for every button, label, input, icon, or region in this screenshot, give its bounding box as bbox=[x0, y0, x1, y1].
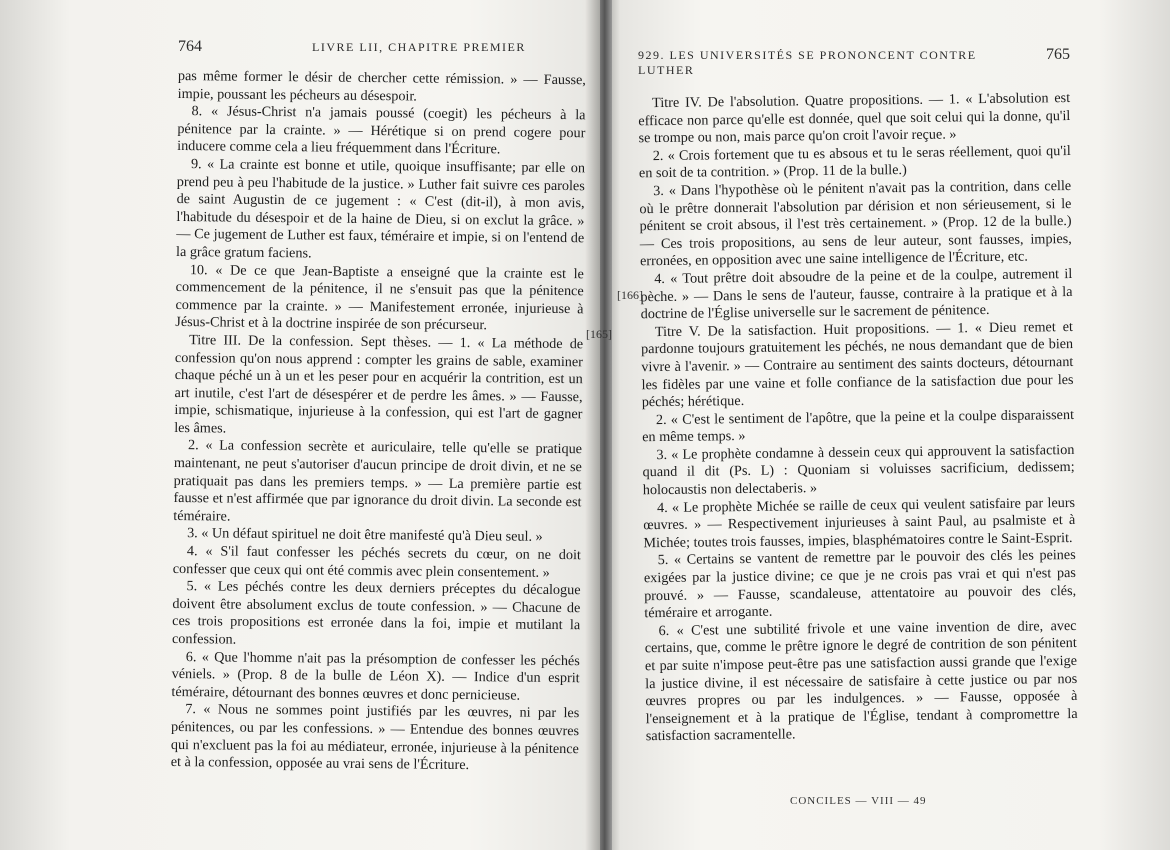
left-folio: 764 bbox=[178, 38, 202, 55]
left-margin-number: [165] bbox=[586, 327, 612, 341]
left-paragraph: 10. « De ce que Jean-Baptiste a enseigné que la crainte est le commencement de la pénitence, il ne s'ensuit pas que la pénitence commence par la crainte. » — Manifestement erronée, injurieuse à Jésus-Christ et à la doctrine inspirée de son précurseur. bbox=[175, 261, 584, 334]
left-paragraph: pas même former le désir de chercher cette rémission. » — Fausse, impie, poussant les pécheurs au désespoir. bbox=[177, 68, 586, 105]
right-folio: 765 bbox=[1046, 46, 1070, 63]
left-running-head bbox=[178, 38, 586, 56]
left-body-text bbox=[171, 68, 586, 776]
right-margin-number: [166] bbox=[617, 288, 643, 302]
left-paragraph: 3. « Un défaut spirituel ne doit être manifesté qu'à Dieu seul. » bbox=[187, 525, 543, 546]
right-paragraph: 2. « C'est le sentiment de l'apôtre, que la peine et la coulpe disparaissent en même temps. » bbox=[642, 406, 1075, 446]
right-page bbox=[610, 0, 1170, 850]
right-paragraph: 4. « Tout prêtre doit absoudre de la peine et de la coulpe, autrement il pèche. » — Dans le sens de l'auteur, fausse, contraire à la pratique et à la doctrine de l'Église universelle sur le sacrement de pénitence. bbox=[640, 265, 1073, 323]
left-running-title: LIVRE LII, CHAPITRE PREMIER bbox=[312, 40, 526, 54]
right-paragraph: 6. « C'est une subtilité frivole et une vaine invention de dire, avec certains, que, comme le prêtre ignore le degré de contrition de son pénitent et par suite n'impose peut-être pas une satisfaction aussi grande que l'exige la justice divine, il est nécessaire de satisfaire à cette justice ou par nos œuvres propres ou par les indulgences. » — Fausse, opposée à l'enseignement et à la pratique de l'Église, tendant à compromettre la satisfaction sacramentelle. bbox=[644, 617, 1078, 745]
left-paragraph: 9. « La crainte est bonne et utile, quoique insuffisante; par elle on prend peu à peu l'habitude de la justice. » Luther fait suivre ces paroles de saint Augustin de ce jugement : « C'est (dit-il), à mon avis, l'habitude du désespoir et de la haine de Dieu, si on exclut la grâce. » — Ce jugement de Luther est faux, téméraire et impie, si on l'entend de la grâce gratum faciens. bbox=[175, 156, 586, 262]
right-paragraph: Titre V. De la satisfaction. Huit propositions. — 1. « Dieu remet et pardonne toujours gratuitement les péchés, ne nous demandant que de bien vivre à l'avenir. » — Contraire au sentiment des saints docteurs, détournant les fidèles par une vaine et folle confiance de la satisfaction due pour les péchés; hérétique. bbox=[641, 318, 1074, 411]
left-paragraph: Titre III. De la confession. Sept thèses. — 1. « La méthode de confession qu'on nous apprend : compter les grains de sable, examiner chaque péché un à un et les peser pour en acquérir la contrition, est un art inutile, c'est l'art de désespérer et de perdre les âmes. » — Fausse, impie, schismatique, injurieuse à la confession, qui est l'art de gagner les âmes. bbox=[174, 332, 584, 437]
left-paragraph: 8. « Jésus-Christ n'a jamais poussé (coegit) les pécheurs à la pénitence par la crainte. » — Hérétique si on prend cogere pour inducere comme cela a lieu fréquemment dans l'Écriture. bbox=[177, 103, 586, 158]
signature-mark: CONCILES — VIII — 49 bbox=[790, 795, 927, 807]
right-paragraph: 4. « Le prophète Michée se raille de ceux qui veulent satisfaire par leurs œuvres. » — Respectivement injurieuses à saint Paul, au psalmiste et à Michée; toutes trois fausses, impies, blasphématoires contre le Saint-Esprit. bbox=[643, 494, 1076, 552]
right-running-head bbox=[638, 46, 1070, 78]
left-paragraph: 7. « Nous ne sommes point justifiés par les œuvres, ni par les pénitences, ou par les confessions. » — Entendue des bonnes œuvres qui n'excluent pas la foi au médiateur, erronée, injurieuse à la pénitence et à la confession, opposée au vrai sens de l'Écriture. bbox=[170, 701, 580, 774]
right-paragraph: 3. « Le prophète condamne à dessein ceux qui approuvent la satisfaction quand il dit (Ps. L) : Quoniam si voluisses sacrificium, dedissem; holocaustis non delectaberis. » bbox=[642, 441, 1075, 499]
right-paragraph: 3. « Dans l'hypothèse où le pénitent n'avait pas la contrition, dans celle où le prêtre donnerait l'absolution par dérision et non sérieusement, si le pénitent se croit absous, il l'est très certainement. » (Prop. 12 de la bulle.) — Ces trois propositions, au sens de leur auteur, sont fausses, impies, erronées, en opposition avec une saine intelligence de l'Écriture, etc. bbox=[639, 177, 1072, 270]
left-paragraph: 4. « S'il faut confesser les péchés secrets du cœur, on ne doit confesser que ceux qui ont été commis avec plein consentement. » bbox=[172, 543, 582, 581]
right-running-title: 929. LES UNIVERSITÉS SE PRONONCENT CONTRE LUTHER bbox=[638, 48, 977, 77]
left-paragraph: 2. « La confession secrète et auriculaire, telle qu'elle se pratique maintenant, ne peut s'autoriser d'aucun principe de droit divin, et ne se pratiquait pas dans les premiers temps. » — La première partie est fausse et n'est affirmée que par ignorance du droit divin. La seconde est téméraire. bbox=[173, 437, 583, 525]
right-paragraph: 2. « Crois fortement que tu es absous et tu le seras réellement, quoi qu'il en soit de ta contrition. » (Prop. 11 de la bulle.) bbox=[638, 142, 1071, 182]
right-paragraph: 5. « Certains se vantent de remettre par le pouvoir des clés les peines exigées par la justice divine; ce que je ne crois pas vrai et qui n'est pas prouvé. » — Fausse, scandaleuse, attentatoire au pouvoir des clés, téméraire et arrogante. bbox=[643, 547, 1077, 622]
left-paragraph: 5. « Les péchés contre les deux derniers préceptes du décalogue doivent être absolument exclus de toute confession. » — Chacune de ces trois propositions est erronée dans la foi, impie et mutilant la confession. bbox=[171, 578, 581, 648]
right-paragraph: Titre IV. De l'absolution. Quatre propositions. — 1. « L'absolution est efficace non parce qu'elle est donnée, quel que soit celui qui la donne, qu'il se trompe ou non, mais parce qu'on croit l'avoir reçue. » bbox=[638, 90, 1071, 147]
left-paragraph: 6. « Que l'homme n'ait pas la présomption de confesser les péchés véniels. » (Prop. 8 de la bulle de Léon X). — Indice d'un esprit téméraire, détournant des bonnes œuvres et donc pernicieuse. bbox=[171, 648, 580, 704]
right-body-text bbox=[638, 90, 1078, 746]
